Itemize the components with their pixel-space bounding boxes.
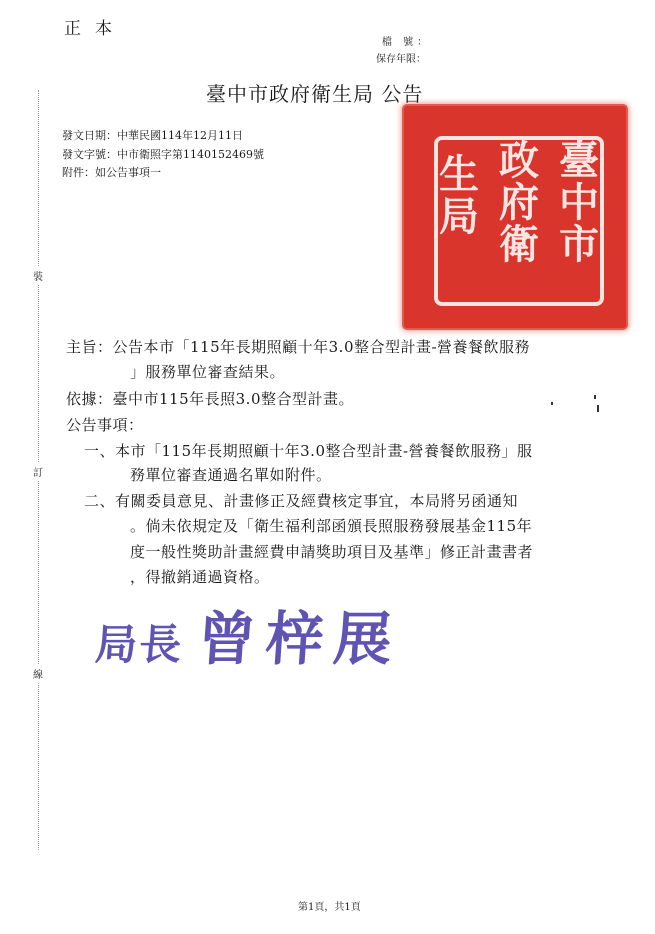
notice-item-2-line-3: 度一般性獎助計畫經費申請獎助項目及基準」修正計畫書者 <box>130 543 534 561</box>
attachment-note: 附件：如公告事項一 <box>62 166 161 179</box>
notice-item-2-line-4: ，得撤銷通過資格。 <box>130 568 270 586</box>
binding-label-zhuang: 裝 <box>33 266 43 285</box>
scan-speck <box>594 395 596 399</box>
retention-period-label: 保存年限： <box>376 54 426 65</box>
subject-line-2: 」服務單位審查結果。 <box>130 363 286 381</box>
notice-item-2-line-2: 。倘未依規定及「衛生福利部函頒長照服務發展基金115年 <box>130 517 533 535</box>
document-title: 臺中市政府衛生局 公告 <box>206 82 424 106</box>
seal-text-col-2: 政府衛 <box>499 137 539 268</box>
signature-title: 局長 <box>93 620 185 669</box>
scan-speck <box>551 402 553 405</box>
official-seal <box>404 106 626 328</box>
notice-item-1-line-1: 一、本市「115年長期照顧十年3.0整合型計畫-營養餐飲服務」服 <box>84 442 533 460</box>
notice-item-1-line-2: 務單位審查通過名單如附件。 <box>130 466 332 484</box>
binding-label-xian: 線 <box>33 664 43 683</box>
notice-item-2-line-1: 二、有關委員意見、計畫修正及經費核定事宜，本局將另函通知 <box>84 492 519 510</box>
document-number: 發文字號：中市衛照字第1140152469號 <box>62 148 264 161</box>
issue-date: 發文日期：中華民國114年12月11日 <box>62 129 243 142</box>
binding-label-ding: 訂 <box>33 462 43 481</box>
file-number-label: 檔 號： <box>382 37 432 48</box>
copy-mark: 正本 <box>64 19 126 39</box>
scan-speck <box>597 405 599 412</box>
page-number: 第1頁，共1頁 <box>298 902 361 913</box>
subject-line-1: 主旨：公告本市「115年長期照顧十年3.0整合型計畫-營養餐飲服務 <box>66 338 531 356</box>
signature-name: 曾梓展 <box>195 605 405 673</box>
seal-text-col-1: 臺中市 <box>559 137 599 268</box>
notice-heading: 公告事項： <box>66 416 144 434</box>
director-signature-stamp <box>93 592 405 676</box>
seal-text-col-3: 生局 <box>439 151 479 240</box>
basis-line: 依據：臺中市115年長照3.0整合型計畫。 <box>66 390 354 408</box>
